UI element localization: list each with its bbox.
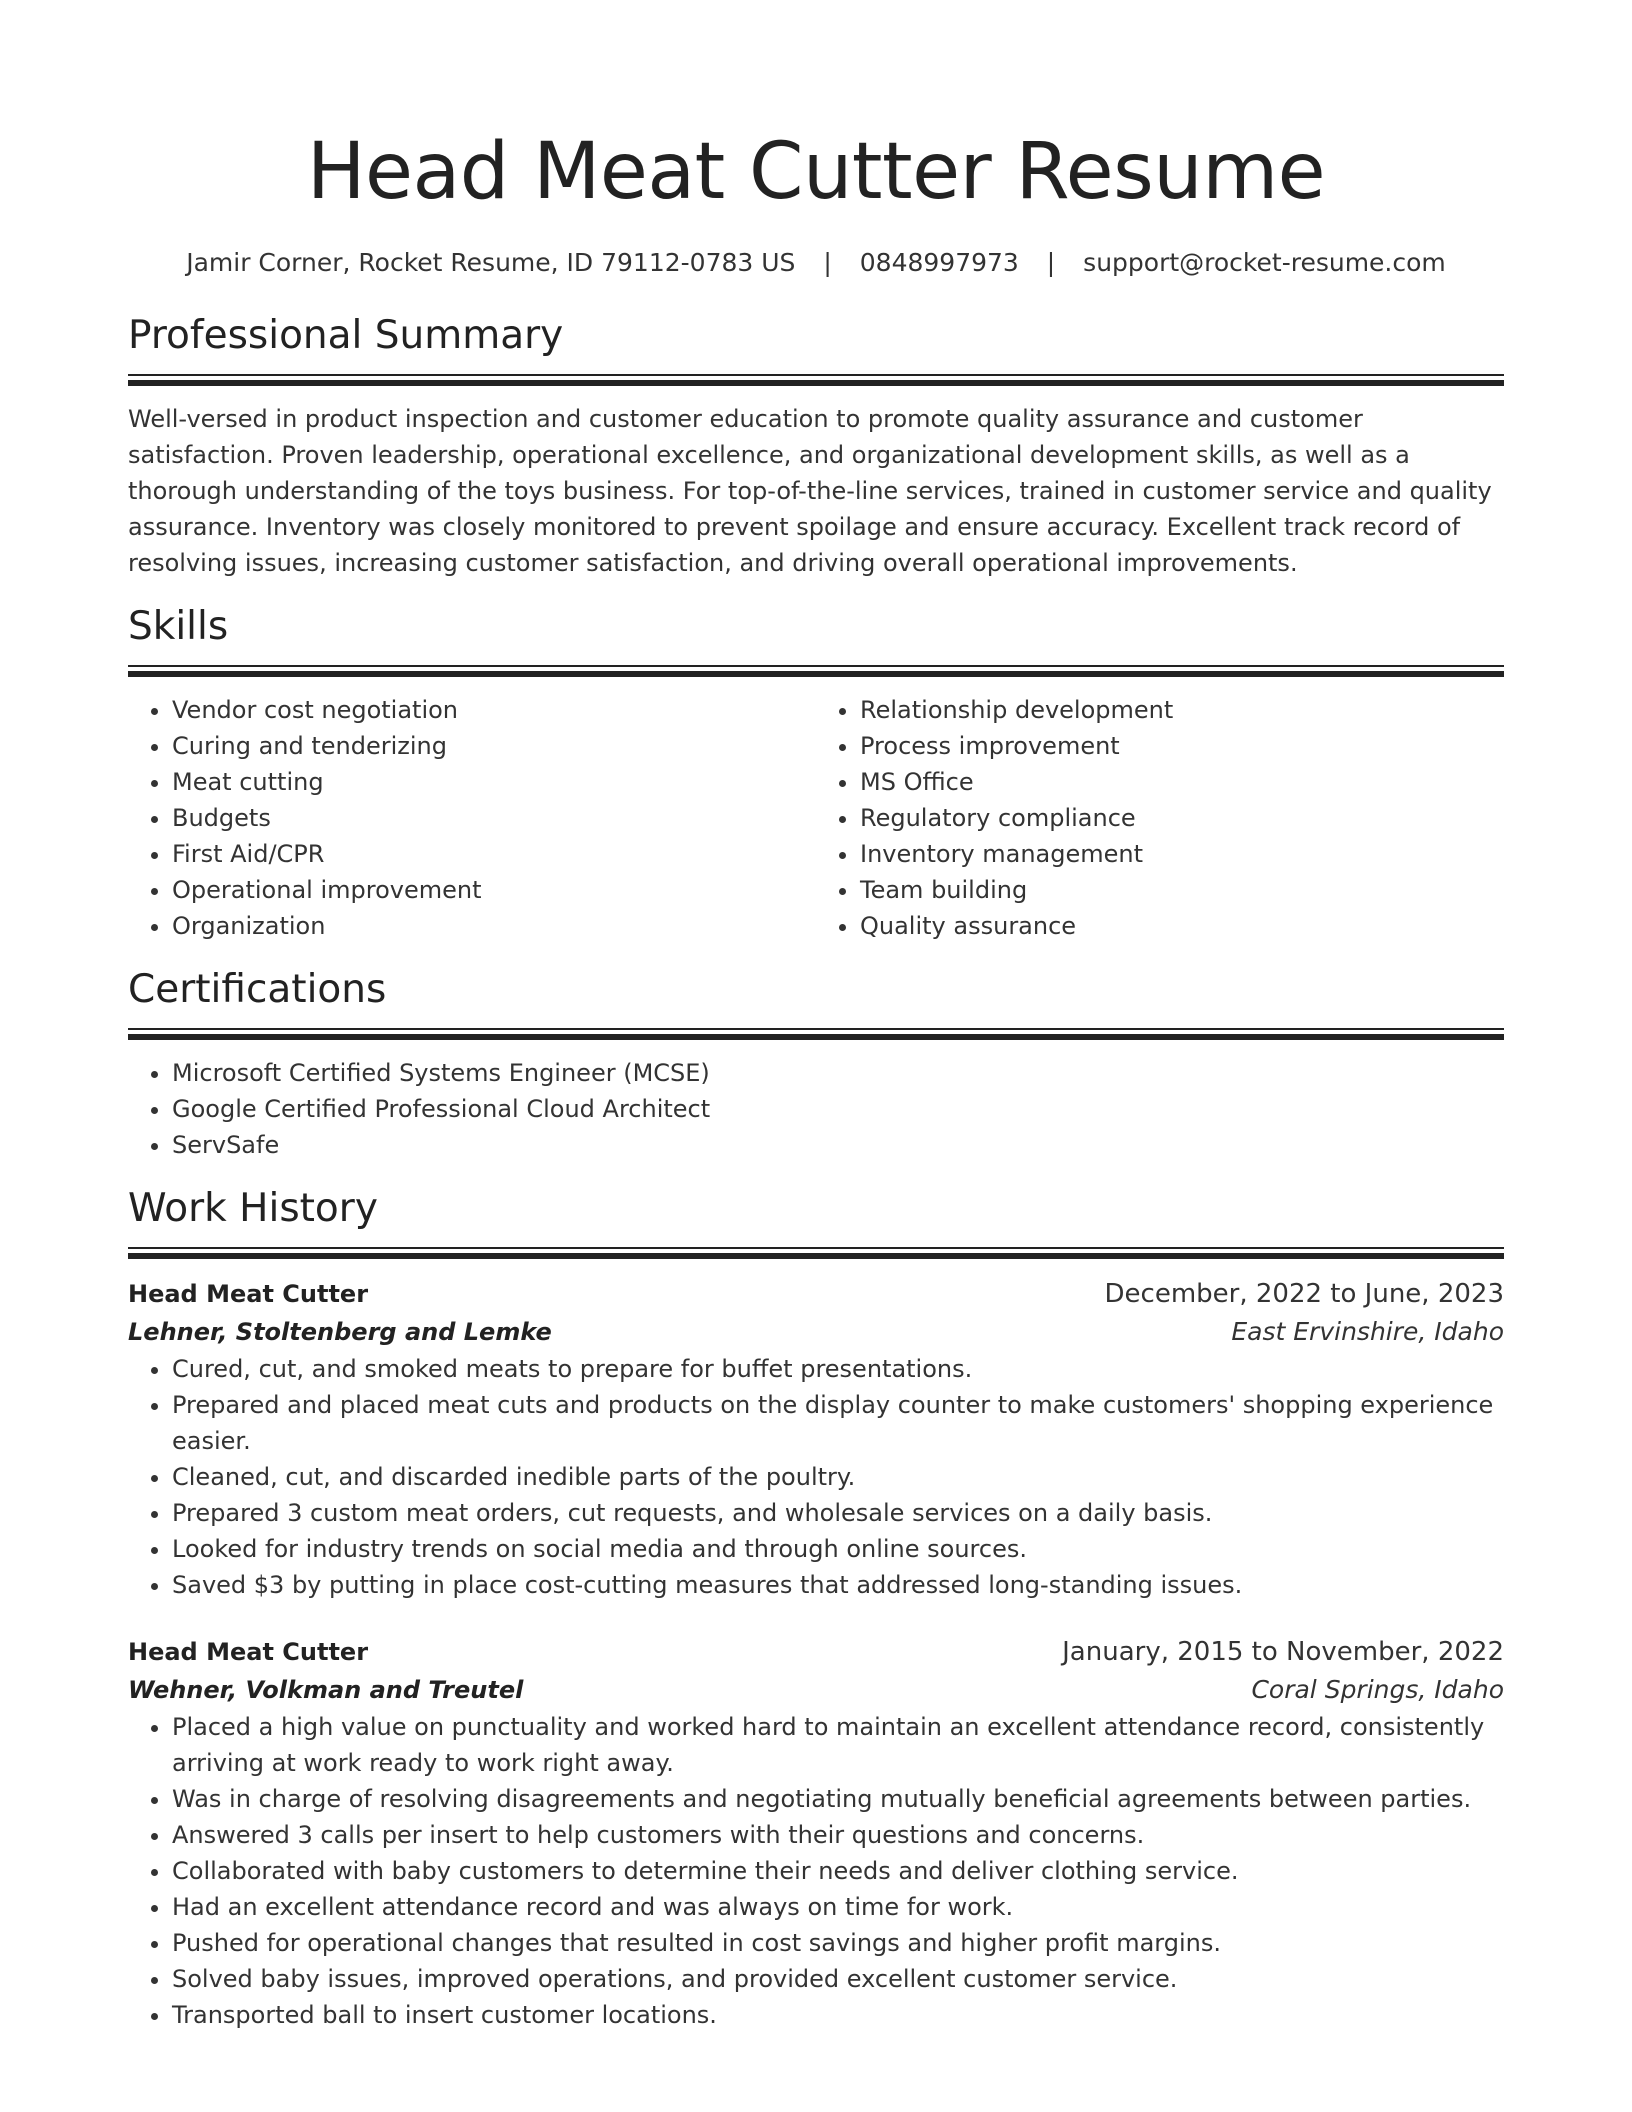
certifications-list — [128, 1055, 1504, 1163]
job-location: East Ervinshire, Idaho — [1231, 1317, 1504, 1346]
job-duty: • Prepared 3 custom meat orders, cut requests, and wholesale services on a daily basis. — [172, 1495, 1504, 1531]
summary-section — [128, 310, 1504, 581]
job-duty: • Placed a high value on punctuality and worked hard to maintain an excellent attendance record, consistently arriving at work ready to work right away. — [172, 1709, 1504, 1781]
section-divider — [128, 665, 1504, 677]
certifications-heading: Certifications — [128, 967, 387, 1012]
job-duties-list — [128, 1351, 1504, 1603]
contact-address: Jamir Corner, Rocket Resume, ID 79112-0783 US — [186, 248, 796, 277]
job-company-row — [128, 1313, 1504, 1351]
skill-item: • Inventory management — [860, 836, 1504, 872]
skill-item: • Process improvement — [860, 728, 1504, 764]
job-duty: • Saved $3 by putting in place cost-cutting measures that addressed long-standing issues. — [172, 1567, 1504, 1603]
work-history-heading: Work History — [128, 1186, 378, 1231]
skill-item: • Vendor cost negotiation — [172, 692, 816, 728]
job-company: Lehner, Stoltenberg and Lemke — [128, 1318, 552, 1346]
job-title: Head Meat Cutter — [128, 1638, 369, 1666]
summary-heading: Professional Summary — [128, 313, 564, 358]
job-entry — [128, 1275, 1504, 1603]
contact-separator: | — [823, 248, 832, 277]
skills-section — [128, 601, 1504, 944]
skill-item: • First Aid/CPR — [172, 836, 816, 872]
job-duty: • Answered 3 calls per insert to help customers with their questions and concerns. — [172, 1817, 1504, 1853]
skill-item: • Team building — [860, 872, 1504, 908]
job-duty: • Had an excellent attendance record and was always on time for work. — [172, 1889, 1504, 1925]
contact-line — [128, 246, 1504, 280]
certification-item: • Google Certified Professional Cloud Architect — [172, 1091, 1504, 1127]
skill-item: • Quality assurance — [860, 908, 1504, 944]
contact-email: support@rocket-resume.com — [1083, 248, 1446, 277]
skill-item: • Curing and tenderizing — [172, 728, 816, 764]
job-dates: December, 2022 to June, 2023 — [1104, 1279, 1504, 1309]
section-divider — [128, 1247, 1504, 1259]
contact-separator: | — [1046, 248, 1056, 277]
skill-item: • MS Office — [860, 764, 1504, 800]
work-history-section — [128, 1183, 1504, 2033]
contact-phone: 0848997973 — [859, 248, 1019, 277]
skills-list-right — [816, 692, 1504, 944]
skills-list-left — [128, 692, 816, 944]
job-duty: • Solved baby issues, improved operations, and provided excellent customer service. — [172, 1961, 1504, 1997]
skills-heading: Skills — [128, 604, 229, 649]
skills-columns — [128, 692, 1504, 944]
job-duty: • Transported ball to insert customer locations. — [172, 1997, 1504, 2033]
job-duty: • Cleaned, cut, and discarded inedible parts of the poultry. — [172, 1459, 1504, 1495]
job-location: Coral Springs, Idaho — [1251, 1675, 1504, 1704]
certification-item: • Microsoft Certified Systems Engineer (MCSE) — [172, 1055, 1504, 1091]
resume-title: Head Meat Cutter Resume — [306, 127, 1326, 217]
skill-item: • Relationship development — [860, 692, 1504, 728]
job-company: Wehner, Volkman and Treutel — [128, 1676, 524, 1704]
skills-column-right — [816, 692, 1504, 944]
skill-item: • Operational improvement — [172, 872, 816, 908]
section-divider — [128, 1028, 1504, 1040]
job-duty: • Pushed for operational changes that resulted in cost savings and higher profit margins. — [172, 1925, 1504, 1961]
skill-item: • Budgets — [172, 800, 816, 836]
skill-item: • Organization — [172, 908, 816, 944]
job-duty: • Looked for industry trends on social media and through online sources. — [172, 1531, 1504, 1567]
job-duty: • Cured, cut, and smoked meats to prepare for buffet presentations. — [172, 1351, 1504, 1387]
job-title: Head Meat Cutter — [128, 1280, 369, 1308]
job-duty: • Collaborated with baby customers to determine their needs and deliver clothing service. — [172, 1853, 1504, 1889]
job-entry — [128, 1633, 1504, 2033]
job-company-row — [128, 1671, 1504, 1709]
skills-column-left — [128, 692, 816, 944]
section-divider — [128, 374, 1504, 386]
job-dates: January, 2015 to November, 2022 — [1062, 1637, 1504, 1667]
skill-item: • Meat cutting — [172, 764, 816, 800]
summary-text: Well-versed in product inspection and customer education to promote quality assurance and customer satisfaction. Proven leadership, operational excellence, and organizational development skills, as well as a thorough understanding of the toys business. For top-of-the-line services, trained in customer service and quality assurance. Inventory was closely monitored to prevent spoilage and ensure accuracy. Excellent track record of resolving issues, increasing customer satisfaction, and driving overall operational improvements. — [128, 405, 1492, 577]
certification-item: • ServSafe — [172, 1127, 1504, 1163]
job-duty: • Prepared and placed meat cuts and products on the display counter to make customers' shopping experience easier. — [172, 1387, 1504, 1459]
job-header-row — [128, 1275, 1504, 1313]
certifications-section — [128, 964, 1504, 1163]
skill-item: • Regulatory compliance — [860, 800, 1504, 836]
job-header-row — [128, 1633, 1504, 1671]
job-duty: • Was in charge of resolving disagreements and negotiating mutually beneficial agreements between parties. — [172, 1781, 1504, 1817]
job-duties-list — [128, 1709, 1504, 2033]
